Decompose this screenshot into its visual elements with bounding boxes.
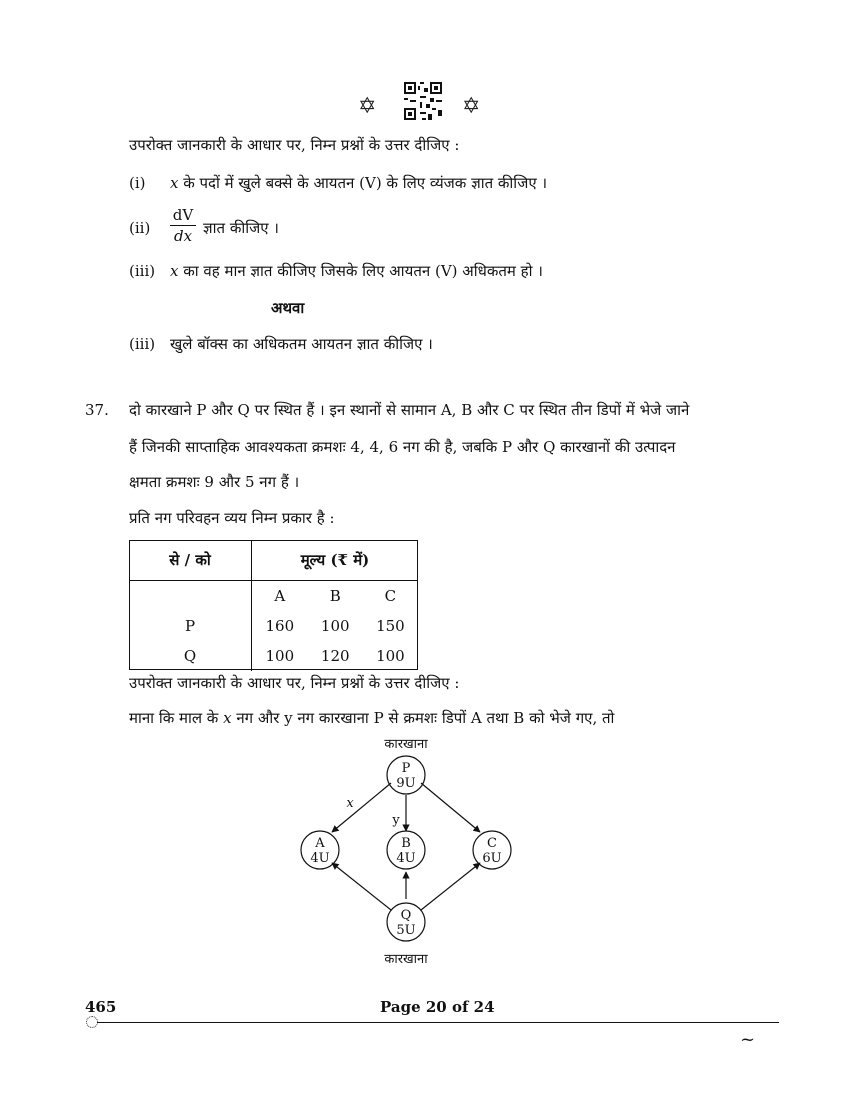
edge-label-y: y (392, 813, 400, 828)
table-subheader-row (129, 581, 418, 611)
after-table-text: उपरोक्त जानकारी के आधार पर, निम्न प्रश्नों के उत्तर दीजिए : (129, 674, 460, 692)
star-of-david-icon: ✡ (462, 94, 481, 119)
q36-iii-text: x का वह मान ज्ञात कीजिए जिसके लिए आयतन (V) अधिकतम हो । (170, 262, 543, 280)
factory-label-top: कारखाना (384, 737, 428, 752)
subheader-b: B (329, 586, 341, 605)
q36-i-text: x के पदों में खुले बक्से के आयतन (V) के लिए व्यंजक ज्ञात कीजिए । (170, 174, 548, 192)
q37-line3: क्षमता क्रमशः 9 और 5 नग हैं । (129, 473, 300, 491)
edge-label-x: x (346, 796, 354, 811)
node-b-cap: 4U (396, 851, 416, 866)
cell: 100 (376, 646, 405, 665)
q36-iii-label: (iii) (129, 262, 156, 280)
node-p-cap: 9U (396, 776, 416, 791)
transport-diagram (290, 735, 530, 970)
node-b-name: B (401, 836, 411, 851)
cost-intro: प्रति नग परिवहन व्यय निम्न प्रकार है : (129, 509, 335, 527)
node-c-name: C (487, 836, 497, 851)
node-q-name: Q (400, 908, 412, 923)
node-a-cap: 4U (310, 851, 330, 866)
qr-code-icon (402, 80, 444, 122)
fraction-denominator: dx (173, 227, 193, 245)
edge-q-a (332, 863, 391, 910)
edge-p-c (421, 783, 480, 832)
q37-number: 37. (85, 401, 109, 419)
q36-iii-alt-label: (iii) (129, 335, 156, 353)
col2-header: मूल्य (₹ में) (252, 540, 419, 581)
edge-p-a (332, 783, 391, 832)
q37-line2: हैं जिनकी साप्ताहिक आवश्यकता क्रमशः 4, 4, 6 नग की है, जबकि P और Q कारखानों की उत्पादन (129, 438, 676, 456)
q36-iii-alt-text: खुले बॉक्स का अधिकतम आयतन ज्ञात कीजिए । (170, 335, 433, 353)
cost-table (129, 540, 418, 671)
node-a-name: A (315, 836, 325, 851)
q36-i-label: (i) (129, 174, 146, 192)
fraction-numerator: dV (172, 206, 194, 224)
node-q-cap: 5U (396, 923, 416, 938)
footer-tilde: ~ (740, 1029, 756, 1050)
row-label: Q (129, 641, 252, 671)
cell: 150 (376, 616, 405, 635)
cell: 100 (320, 616, 350, 635)
header-marks (358, 80, 498, 124)
cost-table-header (129, 540, 418, 581)
q36-ii-label: (ii) (129, 219, 151, 237)
table-row (129, 611, 418, 641)
subheader-c: C (384, 586, 397, 605)
edge-q-c (421, 863, 480, 910)
cell: 100 (265, 646, 295, 665)
intro-text: उपरोक्त जानकारी के आधार पर, निम्न प्रश्नों के उत्तर दीजिए : (129, 136, 460, 154)
or-label: अथवा (271, 299, 305, 317)
row-label: P (129, 611, 252, 641)
table-row (129, 641, 418, 671)
star-of-david-icon: ✡ (358, 94, 377, 119)
factory-label-bottom: कारखाना (384, 952, 428, 967)
col1-header: से / को (129, 540, 252, 581)
footer-page-number: Page 20 of 24 (380, 998, 495, 1016)
derivative-fraction (170, 206, 196, 245)
q37-line1: दो कारखाने P और Q पर स्थित हैं । इन स्थानों से सामान A, B और C पर स्थित तीन डिपों में भेजे जाने (129, 401, 690, 419)
cell: 120 (320, 646, 350, 665)
footer-code: 465 (85, 998, 117, 1016)
fraction-bar (170, 225, 196, 226)
node-p-name: P (401, 761, 411, 776)
assumption-text: माना कि माल के x नग और y नग कारखाना P से क्रमशः डिपों A तथा B को भेजे गए, तो (129, 709, 615, 727)
node-c-cap: 6U (482, 851, 502, 866)
footer-rule (97, 1022, 779, 1023)
q36-ii-text: ज्ञात कीजिए । (203, 219, 279, 237)
cell: 160 (265, 616, 295, 635)
subheader-a: A (274, 586, 286, 605)
